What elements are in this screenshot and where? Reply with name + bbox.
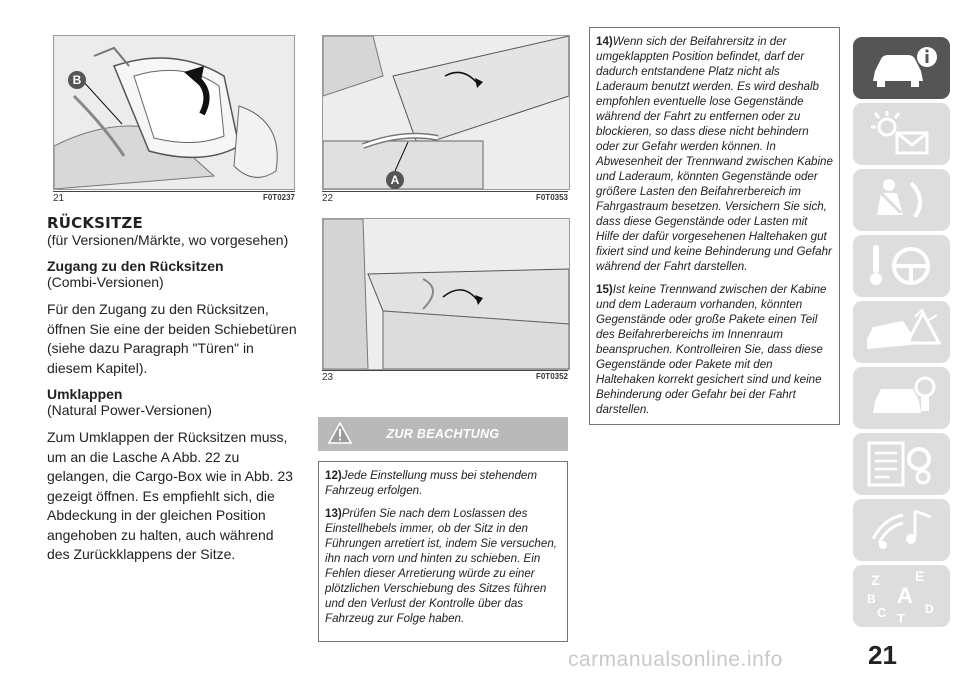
section-title: RÜCKSITZE: [47, 214, 143, 232]
index-letter: B: [867, 592, 876, 606]
figure-number: 23: [322, 372, 334, 383]
fold-subtitle: (Natural Power-Versionen): [47, 402, 212, 418]
warning-title: ZUR BEACHTUNG: [386, 427, 500, 441]
section-subtitle: (für Versionen/Märkte, wo vorgesehen): [47, 232, 289, 248]
note-15: [596, 282, 833, 417]
index-letter: E: [915, 568, 925, 584]
fold-paragraph: Zum Umklappen der Rücksitzen muss, um an die Lasche A Abb. 22 zu gelangen, die Cargo-Box wie in Abb. 23 gezeigt öffnen. Es empfiehlt sich, die Abdeckung in der gleichen Position angehoben zu halten, auch während des Zurückklappens der Sitze.: [47, 429, 293, 562]
figure-number: 22: [322, 193, 334, 204]
access-paragraph: Für den Zugang zu den Rücksitzen, öffnen Sie eine der beiden Schiebetüren (siehe dazu Paragraph "Türen" in diesem Kapitel).: [47, 301, 297, 376]
note-number: 14): [596, 35, 613, 48]
figure-23-image: [322, 218, 570, 370]
callout-b: [68, 71, 86, 89]
note-number: 13): [325, 507, 342, 520]
figure-21-image: [53, 35, 295, 190]
access-subtitle: (Combi-Versionen): [47, 274, 164, 290]
tab-dashboard-lights[interactable]: [853, 103, 950, 165]
tab-car-maintenance[interactable]: [853, 367, 950, 429]
index-letter: Z: [871, 572, 880, 588]
warning-triangle-icon: [328, 422, 352, 444]
page-number: 21: [868, 640, 897, 670]
tab-key-steering-wheel[interactable]: [853, 235, 950, 297]
car-maintenance-icon: [853, 367, 950, 429]
watermark: carmanualsonline.info: [568, 648, 783, 671]
key-steering-wheel-icon: [853, 235, 950, 297]
index-letter: C: [877, 605, 887, 620]
callout-label: A: [390, 173, 400, 187]
figure-code: F0T0237: [262, 193, 295, 202]
note-12: [325, 468, 561, 498]
index-letter: D: [925, 602, 934, 616]
tab-car-info[interactable]: [853, 37, 950, 99]
tab-multimedia[interactable]: [853, 499, 950, 561]
warning-box-right: [589, 27, 840, 425]
tab-car-breakdown[interactable]: [853, 301, 950, 363]
figure-code: F0T0352: [535, 372, 568, 381]
note-number: 15): [596, 283, 613, 296]
note-13: [325, 506, 561, 626]
note-number: 12): [325, 469, 342, 482]
index-letter: A: [897, 583, 913, 608]
note-14: [596, 34, 833, 274]
callout-a: [386, 171, 404, 189]
fold-heading: Umklappen: [47, 386, 123, 402]
note-text: Prüfen Sie nach dem Loslassen des Einstellhebels immer, ob der Sitz in den Führungen arretiert ist, indem Sie versuchen, ihn nach vorn und hinten zu schieben. Ein Fehlen dieser Arretierung würde zu einer plötzlichen Verschiebung des Sitzes führen und den Verlust der Kontrolle über das Fahrzeug zur Folge haben.: [325, 507, 557, 625]
figure-22-image: [322, 35, 570, 190]
note-text: Jede Einstellung muss bei stehendem Fahrzeug erfolgen.: [325, 469, 538, 497]
tab-technical-data[interactable]: [853, 433, 950, 495]
note-text: Ist keine Trennwand zwischen der Kabine und dem Laderaum vorhanden, könnten Gegenstände oder große Pakete einen Teil des Beifahrerbereichs im Innenraum beanspruchen. Kontrolleiren Sie, dass diese Gegenstände oder Pakete mit den Haltehaken korrekt gesichert sind und keine Behinderung oder Gefahr bei der Fahrt darstellen.: [596, 283, 827, 416]
car-breakdown-icon: [853, 301, 950, 363]
access-heading: Zugang zu den Rücksitzen: [47, 258, 224, 274]
technical-data-icon: [853, 433, 950, 495]
left-column-text: [47, 214, 299, 565]
tab-seatbelt-airbag[interactable]: [853, 169, 950, 231]
figure-number: 21: [53, 193, 65, 204]
figure-code: F0T0353: [535, 193, 568, 202]
warning-header: [318, 417, 568, 451]
note-text: Wenn sich der Beifahrersitz in der umgeklappten Position befindet, darf der dadurch entstandene Platz nicht als Laderaum benutzt werden. Es wird deshalb empfohlen eventuelle lose Gegenstände während der Fahrt zu entfernen oder zu blockieren, so dass diese nicht behindern oder zur Gefahr werden können. In Abwesenheit der Trennwand zwischen Kabine und Laderaum, könnten Gegenstände oder größere Lasten den Beifahrerbereich im Fahrgastraum besetzen. Versichern Sie sich, dass diese Gegenstände oder Lasten mit Hilfe der dafür vorgesehenen Haltehaken gut fixiert sind und keine Behinderung und Gefahr während der Fahrt darstellen.: [596, 35, 833, 273]
multimedia-icon: [853, 499, 950, 561]
tab-alphabetical-index[interactable]: [853, 565, 950, 627]
seatbelt-airbag-icon: [853, 169, 950, 231]
alphabetical-index-icon: [853, 565, 950, 627]
index-letter: T: [897, 611, 905, 626]
dashboard-lights-icon: [853, 103, 950, 165]
car-info-icon: [853, 37, 950, 99]
warning-box-middle: [318, 461, 568, 642]
callout-label: B: [72, 73, 82, 87]
